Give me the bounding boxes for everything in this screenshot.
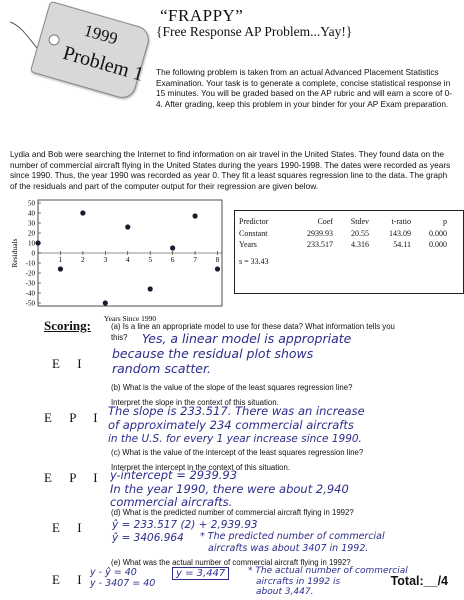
y-tick-label: -20: [25, 269, 35, 278]
data-point: [80, 210, 85, 215]
x-tick-label: 8: [215, 255, 220, 264]
table-cell: Years: [239, 240, 257, 249]
answer-line: ŷ = 233.517 (2) + 2,939.93: [112, 519, 258, 531]
x-tick-label: 4: [125, 255, 130, 264]
x-axis-label: Years Since 1990: [103, 314, 157, 323]
score-letters-e: E I: [52, 572, 89, 587]
answer-e-boxed: y = 3,447: [172, 567, 229, 580]
answer-e-note: [248, 566, 408, 598]
tag-hole: [47, 33, 61, 47]
y-tick-label: -50: [25, 299, 35, 308]
col-header: Stdev: [350, 217, 369, 226]
answer-line: y - 3407 = 40: [90, 577, 156, 589]
answer-b: [108, 404, 365, 446]
table-cell: 143.09: [389, 229, 411, 238]
tag-year: 1999: [81, 20, 120, 49]
y-tick-label: 30: [28, 219, 35, 228]
table-cell: 233.517: [307, 240, 333, 249]
data-point: [215, 266, 220, 271]
y-tick-label: 10: [28, 239, 35, 248]
answer-line: ŷ = 3406.964: [112, 531, 184, 544]
y-tick-label: 50: [28, 199, 35, 208]
question-line: this?: [111, 332, 128, 342]
col-header: p: [443, 217, 447, 226]
table-cell: 54.11: [393, 240, 411, 249]
x-tick-label: 5: [148, 255, 153, 264]
answer-line: random scatter.: [112, 361, 211, 376]
problem-tag: [30, 1, 152, 101]
data-point: [125, 224, 130, 229]
table-cell: 2939.93: [307, 229, 333, 238]
score-letters-b: E P I: [44, 410, 105, 425]
col-header: Predictor: [239, 217, 269, 226]
y-tick-label: 40: [28, 209, 35, 218]
answer-line: about 3,447.: [256, 587, 314, 597]
score-letters-d: E I: [52, 520, 89, 535]
y-tick-label: -30: [25, 279, 35, 288]
y-tick-label: -40: [25, 289, 35, 298]
x-tick-label: 6: [170, 255, 175, 264]
answer-e-work: [90, 568, 155, 589]
answer-d-note: [200, 531, 385, 554]
data-point: [192, 213, 197, 218]
score-letters-c: E P I: [44, 470, 105, 485]
question-d: [111, 508, 456, 519]
data-point: [170, 245, 175, 250]
answer-line: The slope is 233.517. There was an increase: [108, 404, 365, 418]
intro-paragraph: The following problem is taken from an actual Advanced Placement Statistics Examination. Your task is to generate a complete, concise statistical response in 15 minutes. You will be graded based on the AP rubric and will earn a score of 0-4. After grading, keep this problem in your binder for your AP Exam preparation.: [156, 67, 452, 109]
data-point: [35, 240, 40, 245]
data-point: [58, 266, 63, 271]
answer-line: Yes, a linear model is appropriate: [142, 331, 352, 346]
data-point: [103, 300, 108, 305]
answer-c: [110, 469, 349, 510]
x-tick-label: 7: [193, 255, 197, 264]
question-line: (d) What is the predicted number of commercial aircraft flying in 1992?: [111, 508, 354, 517]
score-letters-a: E I: [52, 356, 89, 371]
regression-s: s = 33.43: [239, 257, 269, 266]
answer-line: y - ŷ = 40: [90, 567, 137, 578]
y-tick-label: 20: [28, 229, 35, 238]
total-score: Total:__/4: [390, 574, 448, 588]
answer-line: y-intercept = 2939.93: [110, 468, 238, 482]
question-line: (a) Is a line an appropriate model to use for these data? What information tells you: [111, 322, 395, 331]
regression-output: [234, 210, 464, 294]
answer-line: In the year 1990, there were about 2,940: [110, 481, 349, 496]
col-header: Coef: [317, 217, 333, 226]
table-cell: 20.55: [351, 229, 369, 238]
tag-problem: Problem 1: [60, 41, 147, 86]
table-cell: 0.000: [429, 229, 447, 238]
page-subtitle: {Free Response AP Problem...Yay!}: [156, 24, 353, 39]
answer-line: * The actual number of commercial: [248, 566, 408, 576]
question-line: (e) What was the actual number of commercial aircraft flying in 1992?: [111, 558, 351, 567]
answer-line: in the U.S. for every 1 year increase since 1990.: [108, 433, 362, 445]
answer-line: aircrafts in 1992 is: [256, 576, 341, 587]
x-tick-label: 1: [58, 255, 63, 264]
answer-line: * The predicted number of commercial: [200, 531, 385, 542]
y-tick-label: -10: [25, 259, 35, 268]
question-line: (b) What is the value of the slope of the least squares regression line?: [111, 383, 353, 392]
problem-paragraph: Lydia and Bob were searching the Internet to find information on air travel in the United States. They found data on the number of commercial aircraft flying in the United States during the years 1990-1998. The dates were recorded as years since 1990. Thus, the year 1990 was recorded as year 0. They fit a least squares regression line to the data. The graph of the residuals and part of the computer output for their regression are given below.: [10, 149, 451, 191]
page-title: “FRAPPY”: [160, 6, 244, 25]
table-cell: 0.000: [429, 240, 447, 249]
table-cell: 4.316: [351, 240, 369, 249]
table-cell: Constant: [239, 229, 268, 238]
y-tick-label: 0: [31, 249, 35, 258]
residual-plot: [8, 194, 228, 324]
x-tick-label: 2: [81, 255, 85, 264]
x-tick-label: 3: [103, 255, 108, 264]
answer-line: aircrafts was about 3407 in 1992.: [208, 542, 369, 554]
answer-line: of approximately 234 commercial aircrafts: [108, 418, 354, 432]
question-line: (c) What is the value of the intercept of the least squares regression line?: [111, 448, 364, 457]
answer-line: commercial aircrafts.: [110, 495, 233, 509]
y-axis-label: Residuals: [10, 238, 19, 268]
col-header: t-ratio: [391, 217, 411, 226]
scoring-heading: Scoring:: [44, 318, 91, 333]
question-line: Interpret the intercept in the context of this situation.: [111, 462, 290, 472]
data-point: [148, 286, 153, 291]
answer-line: because the residual plot shows: [112, 346, 314, 361]
question-line: Interpret the slope in the context of this situation.: [111, 397, 279, 407]
